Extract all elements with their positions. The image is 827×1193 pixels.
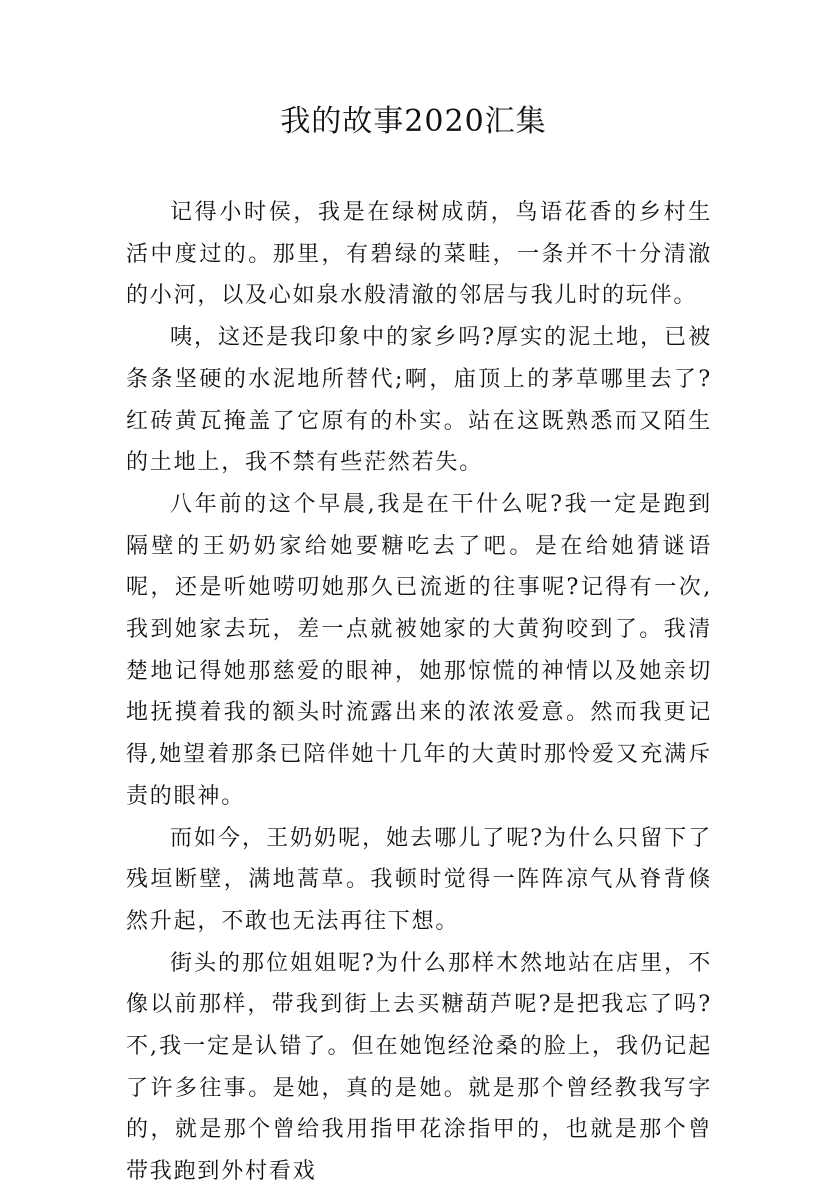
paragraph-4: 而如今，王奶奶呢，她去哪儿了呢?为什么只留下了残垣断壁，满地蒿草。我顿时觉得一阵阵凉气从脊背倏然升起，不敢也无法再往下想。 bbox=[126, 825, 712, 934]
paragraph-1: 记得小时侯，我是在绿树成荫，鸟语花香的乡村生活中度过的。那里，有碧绿的菜畦，一条并不十分清澈的小河，以及心如泉水般清澈的邻居与我儿时的玩伴。 bbox=[126, 200, 712, 309]
paragraph-5: 街头的那位姐姐呢?为什么那样木然地站在店里，不像以前那样，带我到街上去买糖葫芦呢?是把我忘了吗?不,我一定是认错了。但在她饱经沧桑的脸上，我仍记起了许多往事。是她，真的是她。就是那个曾经教我写字的，就是那个曾给我用指甲花涂指甲的，也就是那个曾带我跑到外村看戏 bbox=[126, 950, 712, 1185]
paragraph-3: 八年前的这个早晨,我是在干什么呢?我一定是跑到隔壁的王奶奶家给她要糖吃去了吧。是在给她猜谜语呢，还是听她唠叨她那久已流逝的往事呢?记得有一次,我到她家去玩，差一点就被她家的大黄狗咬到了。我清楚地记得她那慈爱的眼神，她那惊慌的神情以及她亲切地抚摸着我的额头时流露出来的浓浓爱意。然而我更记得,她望着那条已陪伴她十几年的大黄时那怜爱又充满斥责的眼神。 bbox=[126, 491, 712, 809]
document-body bbox=[126, 192, 712, 1193]
paragraph-2: 咦，这还是我印象中的家乡吗?厚实的泥土地，已被条条坚硬的水泥地所替代;啊，庙顶上的茅草哪里去了?红砖黄瓦掩盖了它原有的朴实。站在这既熟悉而又陌生的土地上，我不禁有些茫然若失。 bbox=[126, 325, 712, 476]
document-title: 我的故事2020汇集 bbox=[280, 104, 547, 139]
